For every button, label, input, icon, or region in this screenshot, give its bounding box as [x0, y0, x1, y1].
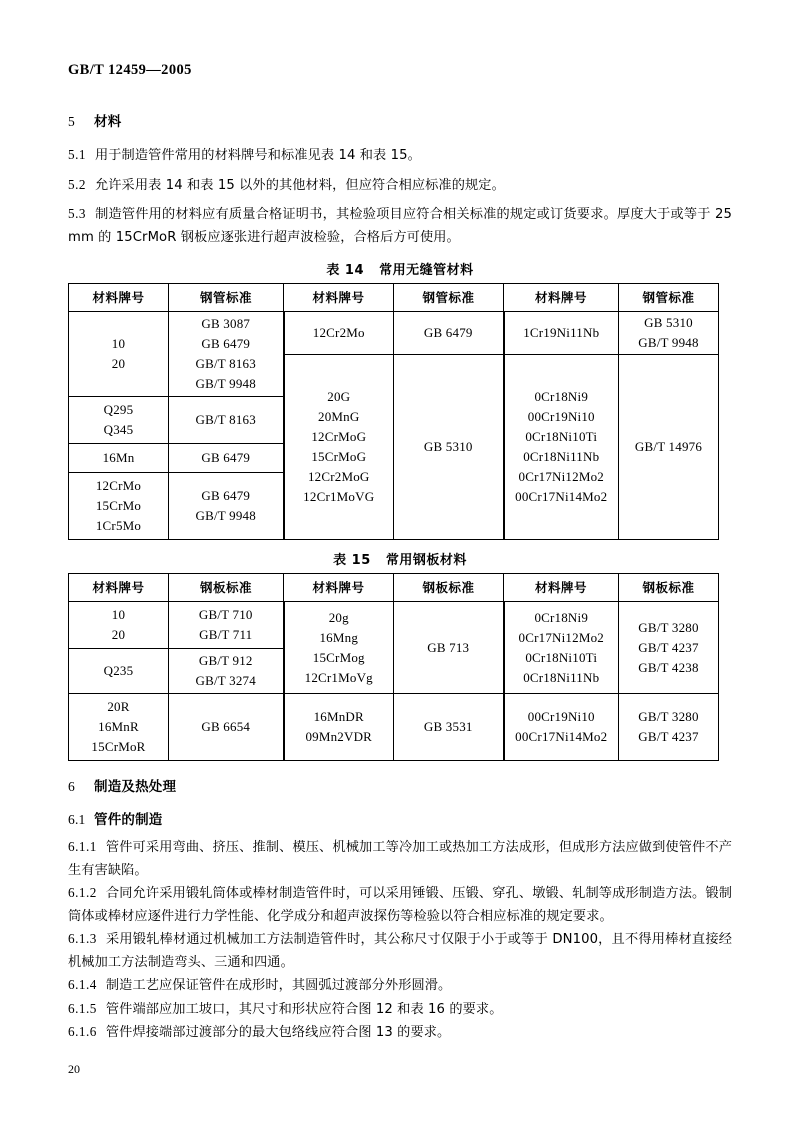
- table-15-col-header-1: 材料牌号: [69, 574, 169, 602]
- table-14-c1-standards-3: GB 6479: [169, 444, 284, 473]
- paragraph-5-3-text: 制造管件用的材料应有质量合格证明书，其检验项目应符合相关标准的规定或订货要求。厚度大于或等于 25 mm 的 15CrMoR 钢板应逐张进行超声波检验，合格后方可使用。: [68, 207, 732, 245]
- table-14-col-header-4: 钢管标准: [394, 284, 504, 312]
- table-14-caption-label: 表 14: [326, 263, 365, 278]
- paragraph-6-1-3: [68, 928, 732, 974]
- table-14-c2-grades-1: 12Cr2Mo: [284, 312, 394, 355]
- table-15-c1-grades-3: 20R 16MnR 15CrMoR: [69, 694, 169, 761]
- paragraph-6-1-5-number: 6.1.5: [68, 1000, 97, 1016]
- paragraph-6-1-4: [68, 974, 732, 998]
- table-15-c3-standards-1: GB/T 3280 GB/T 4237 GB/T 4238: [619, 602, 719, 694]
- table-row: [69, 694, 719, 761]
- section-6-number: 6: [68, 779, 75, 794]
- table-15-header-row: [69, 574, 719, 602]
- table-15-c1-standards-2: GB/T 912 GB/T 3274: [169, 649, 284, 694]
- table-14-c1-grades-4: 12CrMo 15CrMo 1Cr5Mo: [69, 473, 169, 540]
- table-14-c3-grades-2: 0Cr18Ni9 00Cr19Ni10 0Cr18Ni10Ti 0Cr18Ni11Nb 0Cr17Ni12Mo2 00Cr17Ni14Mo2: [504, 355, 619, 540]
- table-14-col-header-3: 材料牌号: [284, 284, 394, 312]
- table-14-col-header-2: 钢管标准: [169, 284, 284, 312]
- table-15-c2-grades-1: 20g 16Mng 15CrMog 12Cr1MoVg: [284, 602, 394, 694]
- table-14-c1-standards-1: GB 3087 GB 6479 GB/T 8163 GB/T 9948: [169, 312, 284, 397]
- section-6-1-heading: [68, 808, 732, 828]
- section-5-title: 材料: [94, 114, 122, 130]
- paragraph-5-2-number: 5.2: [68, 176, 86, 192]
- table-15-col-header-6: 钢板标准: [619, 574, 719, 602]
- table-15-c1-grades-2: Q235: [69, 649, 169, 694]
- table-14-c3-grades-1: 1Cr19Ni11Nb: [504, 312, 619, 355]
- table-14-col-header-1: 材料牌号: [69, 284, 169, 312]
- paragraph-6-1-6-number: 6.1.6: [68, 1024, 97, 1039]
- table-15-steel-plate-materials: [68, 573, 719, 761]
- section-5-number: 5: [68, 114, 75, 129]
- section-5-heading: [68, 110, 732, 130]
- table-14-col-header-6: 钢管标准: [619, 284, 719, 312]
- paragraph-6-1-2-text: 合同允许采用锻轧筒体或棒材制造管件时，可以采用锤锻、压锻、穿孔、墩锻、轧制等成形制造方法。锻制筒体或棒材应逐件进行力学性能、化学成分和超声波探伤等检验以符合相应标准的规定要求。: [68, 886, 732, 924]
- table-15-c1-standards-3: GB 6654: [169, 694, 284, 761]
- paragraph-6-1-6-text: 管件焊接端部过渡部分的最大包络线应符合图 13 的要求。: [105, 1025, 451, 1040]
- table-14-c3-standards-2: GB/T 14976: [619, 355, 719, 540]
- paragraph-5-1-text: 用于制造管件常用的材料牌号和标准见表 14 和表 15。: [94, 148, 421, 163]
- paragraph-5-2: [68, 174, 732, 198]
- table-15-c2-grades-2: 16MnDR 09Mn2VDR: [284, 694, 394, 761]
- paragraph-5-2-text: 允许采用表 14 和表 15 以外的其他材料，但应符合相应标准的规定。: [94, 177, 505, 193]
- table-15-c2-standards-2: GB 3531: [394, 694, 504, 761]
- table-15-c3-grades-2: 00Cr19Ni10 00Cr17Ni14Mo2: [504, 694, 619, 761]
- table-14-c2-standards-1: GB 6479: [394, 312, 504, 355]
- table-15-c3-grades-1: 0Cr18Ni9 0Cr17Ni12Mo2 0Cr18Ni10Ti 0Cr18Ni11Nb: [504, 602, 619, 694]
- paragraph-5-3: [68, 203, 732, 249]
- table-14-c1-grades-3: 16Mn: [69, 444, 169, 473]
- section-6-heading: [68, 775, 732, 795]
- table-15-caption: [68, 549, 732, 568]
- paragraph-6-1-3-number: 6.1.3: [68, 931, 97, 946]
- table-15-c1-standards-1: GB/T 710 GB/T 711: [169, 602, 284, 649]
- paragraph-6-1-2-number: 6.1.2: [68, 885, 97, 900]
- table-15-col-header-4: 钢板标准: [394, 574, 504, 602]
- table-14-caption: [68, 259, 732, 278]
- table-row: [69, 602, 719, 649]
- table-14-seamless-pipe-materials: [68, 283, 719, 540]
- paragraph-6-1-2: [68, 882, 732, 928]
- paragraph-5-1-number: 5.1: [68, 147, 86, 162]
- paragraph-6-1-1: [68, 836, 732, 882]
- table-14-col-header-5: 材料牌号: [504, 284, 619, 312]
- paragraph-5-1: [68, 144, 732, 168]
- table-14-c1-grades-2: Q295 Q345: [69, 397, 169, 444]
- table-15-caption-label: 表 15: [333, 553, 371, 568]
- table-14-header-row: [69, 284, 719, 312]
- table-15-c1-grades-1: 10 20: [69, 602, 169, 649]
- table-15-col-header-5: 材料牌号: [504, 574, 619, 602]
- paragraph-6-1-5-text: 管件端部应加工坡口，其尺寸和形状应符合图 12 和表 16 的要求。: [105, 1001, 503, 1017]
- table-14-c2-grades-2: 20G 20MnG 12CrMoG 15CrMoG 12Cr2MoG 12Cr1MoVG: [284, 355, 394, 540]
- section-6-1-number: 6.1: [68, 812, 86, 827]
- paragraph-6-1-4-text: 制造工艺应保证管件在成形时，其圆弧过渡部分外形圆滑。: [105, 978, 452, 993]
- page-header-standard-code: GB/T 12459—2005: [68, 62, 192, 78]
- table-14-c3-standards-1: GB 5310 GB/T 9948: [619, 312, 719, 355]
- table-14-c1-grades-1: 10 20: [69, 312, 169, 397]
- paragraph-5-3-number: 5.3: [68, 206, 86, 221]
- table-14-c2-standards-2: GB 5310: [394, 355, 504, 540]
- section-6-title: 制造及热处理: [94, 779, 177, 795]
- table-15-c2-standards-1: GB 713: [394, 602, 504, 694]
- table-14-caption-title: 常用无缝管材料: [379, 263, 474, 278]
- table-15-caption-title: 常用钢板材料: [385, 553, 467, 568]
- table-15-col-header-3: 材料牌号: [284, 574, 394, 602]
- table-15-col-header-2: 钢板标准: [169, 574, 284, 602]
- paragraph-6-1-1-text: 管件可采用弯曲、挤压、推制、模压、机械加工等冷加工或热加工方法成形，但成形方法应做到使管件不产生有害缺陷。: [68, 840, 732, 878]
- table-14-c1-standards-2: GB/T 8163: [169, 397, 284, 444]
- table-15-c3-standards-2: GB/T 3280 GB/T 4237: [619, 694, 719, 761]
- section-6-1-title: 管件的制造: [94, 812, 163, 828]
- paragraph-6-1-1-number: 6.1.1: [68, 839, 97, 854]
- paragraph-6-1-5: [68, 998, 732, 1022]
- paragraph-6-1-4-number: 6.1.4: [68, 977, 97, 992]
- paragraph-6-1-3-text: 采用锻轧棒材通过机械加工方法制造管件时，其公称尺寸仅限于小于或等于 DN100，且不得用棒材直接经机械加工方法制造弯头、三通和四通。: [68, 932, 732, 970]
- table-14-c1-standards-4: GB 6479 GB/T 9948: [169, 473, 284, 540]
- paragraph-6-1-6: [68, 1021, 732, 1045]
- page-number: 20: [68, 1062, 80, 1076]
- table-row: [69, 312, 719, 355]
